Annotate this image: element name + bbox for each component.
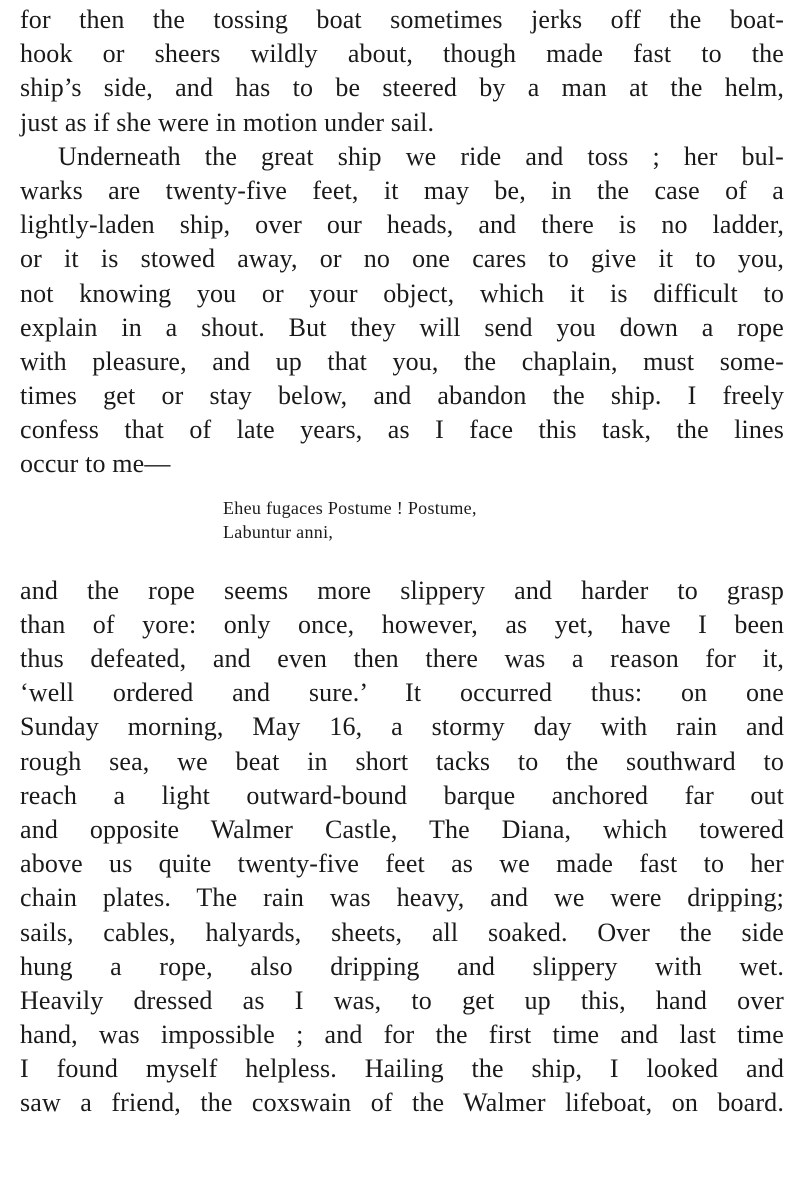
text-line: and the rope seems more slippery and harder to grasp [20, 575, 784, 605]
text-line: saw a friend, the coxswain of the Walmer lifeboat, on board. [20, 1088, 784, 1118]
text-line: Heavily dressed as I was, to get up this, hand over [20, 985, 784, 1015]
text-line: thus defeated, and even then there was a reason for it, [20, 644, 784, 673]
book-page [20, 0, 784, 1121]
text-line: warks are twenty-five feet, it may be, in the case of a [20, 175, 784, 205]
text-line: hook or sheers wildly about, though made fast to the [20, 39, 784, 69]
paragraph-underneath-ship [20, 140, 784, 482]
text-line: explain in a shout. But they will send you down a rope [20, 312, 784, 342]
text-line: above us quite twenty-five feet as we made fast to her [20, 849, 784, 879]
quotation-line: Labuntur anni, [223, 521, 334, 542]
text-line: times get or stay below, and abandon the ship. I freely [20, 381, 784, 411]
text-line: occur to me— [20, 449, 171, 479]
text-line: I found myself helpless. Hailing the ship, I looked and [20, 1054, 784, 1084]
paragraph-rope-climb [20, 574, 784, 1121]
text-line: ‘well ordered and sure.’ It occurred thus: on one [20, 678, 784, 708]
quotation-line: Eheu fugaces Postume ! Postume, [223, 497, 477, 518]
text-line: hung a rope, also dripping and slippery with wet. [20, 951, 784, 981]
text-line: and opposite Walmer Castle, The Diana, which towered [20, 814, 784, 844]
text-line: with pleasure, and up that you, the chaplain, must some- [20, 346, 784, 376]
text-line: confess that of late years, as I face this task, the lines [20, 415, 784, 445]
paragraph-boat-hook [20, 3, 784, 140]
text-line: hand, was impossible ; and for the first time and last time [20, 1020, 784, 1050]
text-line: chain plates. The rain was heavy, and we were dripping; [20, 883, 784, 913]
text-line: lightly-laden ship, over our heads, and there is no ladder, [20, 210, 784, 240]
text-line: or it is stowed away, or no one cares to give it to you, [20, 244, 784, 274]
text-line: for then the tossing boat sometimes jerks off the boat- [20, 5, 784, 34]
text-line: not knowing you or your object, which it is difficult to [20, 278, 784, 308]
text-line: than of yore: only once, however, as yet, have I been [20, 609, 784, 639]
text-line: Underneath the great ship we ride and toss ; her bul- [58, 141, 784, 171]
text-line: sails, cables, halyards, sheets, all soaked. Over the side [20, 917, 784, 947]
text-line: ship’s side, and has to be steered by a man at the helm, [20, 73, 784, 103]
latin-quotation [223, 496, 784, 544]
text-line: just as if she were in motion under sail. [20, 107, 435, 137]
text-line: Sunday morning, May 16, a stormy day with rain and [20, 712, 784, 742]
text-line: rough sea, we beat in short tacks to the southward to [20, 746, 784, 776]
text-line: reach a light outward-bound barque anchored far out [20, 780, 784, 810]
